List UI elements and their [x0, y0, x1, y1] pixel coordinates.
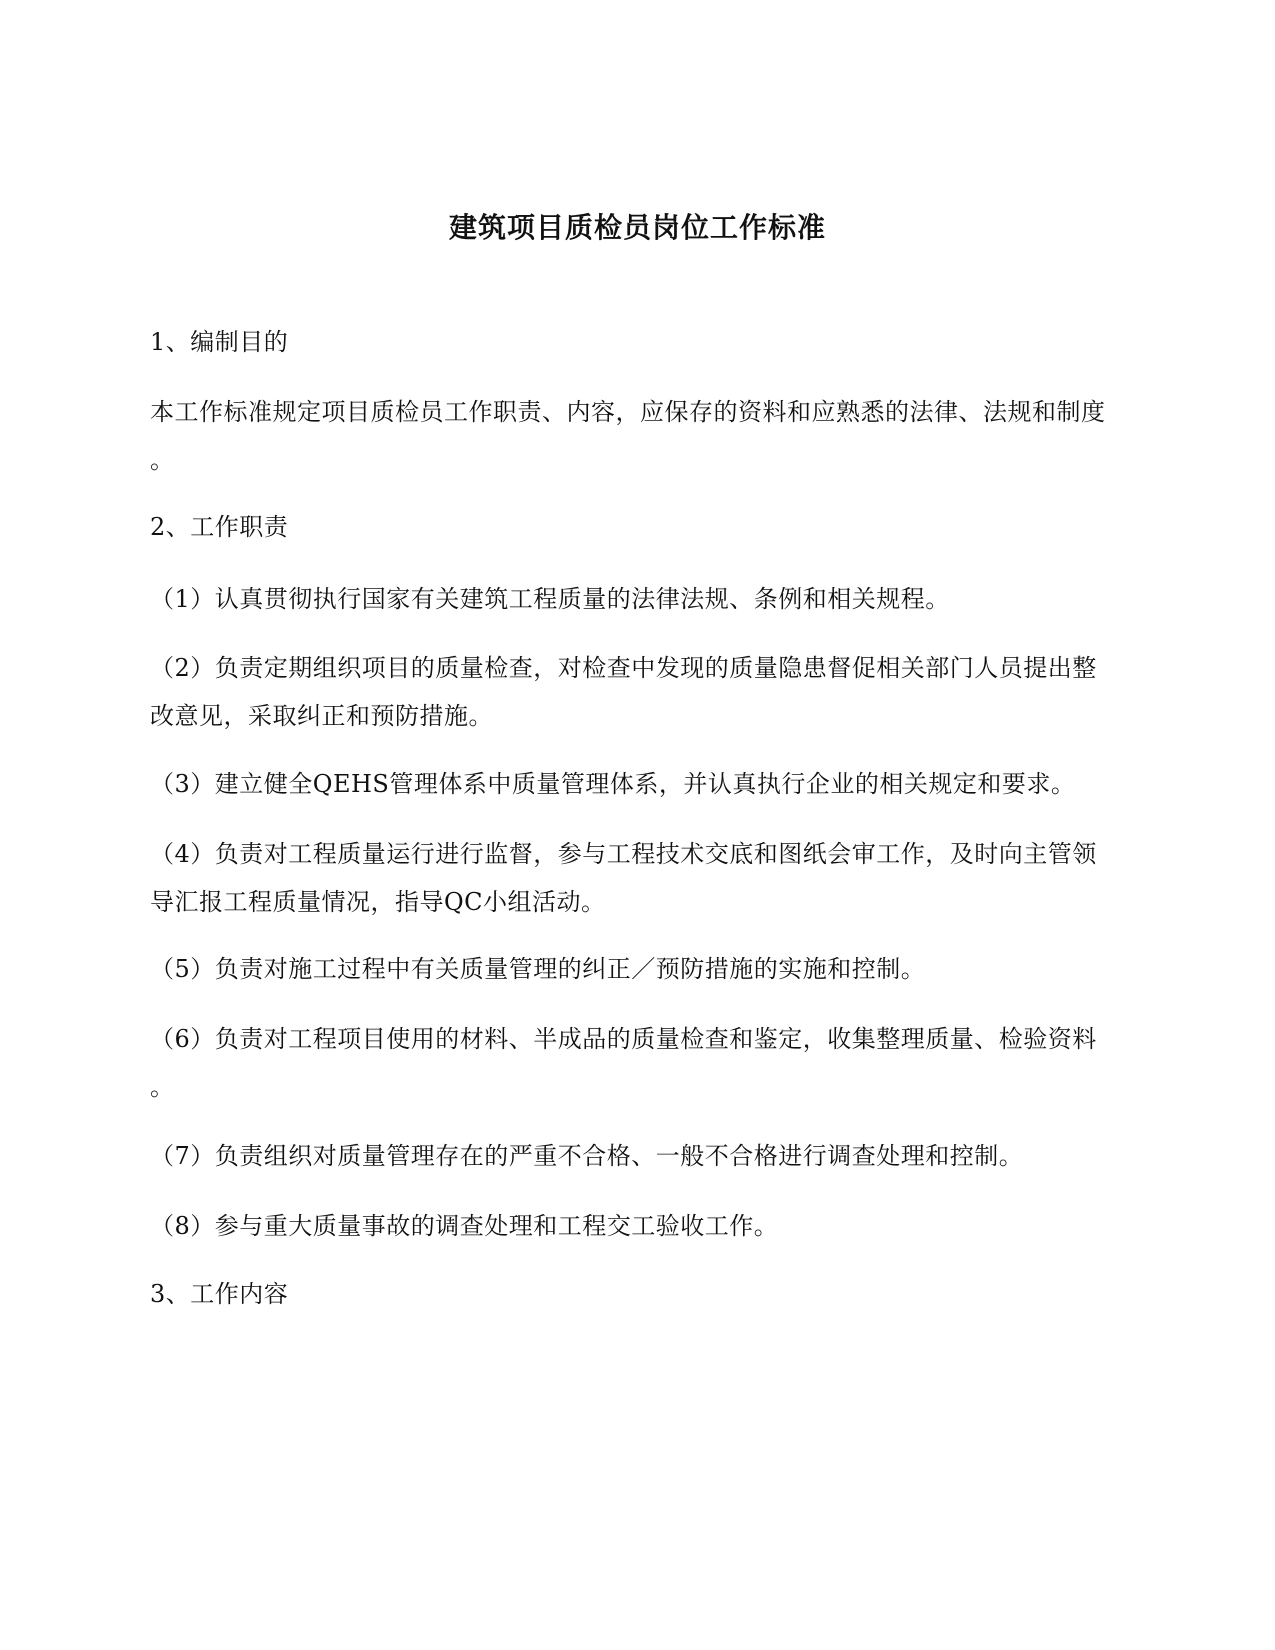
section-1-body-line-1: 本工作标准规定项目质检员工作职责、内容，应保存的资料和应熟悉的法律、法规和制度	[150, 398, 1106, 426]
duty-item-1: （1）认真贯彻执行国家有关建筑工程质量的法律法规、条例和相关规程。	[150, 585, 950, 613]
duty-item-4-line-1: （4）负责对工程质量运行进行监督，参与工程技术交底和图纸会审工作，及时向主管领	[150, 840, 1097, 868]
duty-item-2-line-2: 改意见，采取纠正和预防措施。	[150, 702, 493, 730]
duty-item-6-line-2: 。	[150, 1073, 175, 1101]
section-3-heading: 3、工作内容	[150, 1280, 289, 1308]
duty-item-3: （3）建立健全QEHS管理体系中质量管理体系，并认真执行企业的相关规定和要求。	[150, 770, 1076, 798]
section-1-body-line-2: 。	[150, 446, 175, 474]
duty-item-4-line-2: 导汇报工程质量情况，指导QC小组活动。	[150, 888, 606, 916]
duty-item-8: （8）参与重大质量事故的调查处理和工程交工验收工作。	[150, 1212, 779, 1240]
duty-item-6-line-1: （6）负责对工程项目使用的材料、半成品的质量检查和鉴定，收集整理质量、检验资料	[150, 1025, 1097, 1053]
section-1-heading: 1、编制目的	[150, 328, 289, 356]
page-title: 建筑项目质检员岗位工作标准	[448, 211, 826, 244]
duty-item-4	[150, 830, 1130, 926]
duty-item-2	[150, 644, 1130, 740]
duty-item-2-line-1: （2）负责定期组织项目的质量检查，对检查中发现的质量隐患督促相关部门人员提出整	[150, 654, 1097, 682]
section-1-body	[150, 388, 1130, 484]
duty-item-5: （5）负责对施工过程中有关质量管理的纠正／预防措施的实施和控制。	[150, 955, 926, 983]
section-2-heading: 2、工作职责	[150, 513, 289, 541]
duty-item-7: （7）负责组织对质量管理存在的严重不合格、一般不合格进行调查处理和控制。	[150, 1142, 1024, 1170]
duty-item-6	[150, 1015, 1130, 1111]
